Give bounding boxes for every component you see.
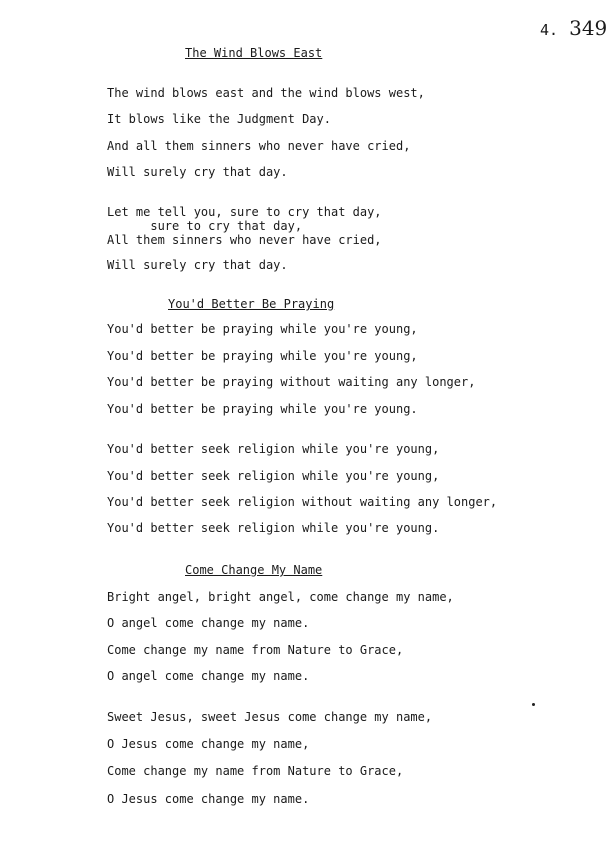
lyric-line: Come change my name from Nature to Grace, (107, 643, 404, 657)
lyric-line: You'd better be praying while you're young, (107, 349, 418, 363)
lyric-line: You'd better be praying while you're young. (107, 402, 418, 416)
lyric-line: Come change my name from Nature to Grace, (107, 764, 404, 778)
lyric-line: Will surely cry that day. (107, 165, 288, 179)
lyric-line: O angel come change my name. (107, 669, 310, 683)
song-title-come-change-my-name: Come Change My Name (185, 563, 323, 577)
lyric-line: You'd better be praying without waiting any longer, (107, 375, 476, 389)
song-title-wind-blows-east: The Wind Blows East (185, 46, 323, 60)
lyric-line: Sweet Jesus, sweet Jesus come change my name, (107, 710, 433, 724)
page-number-prefix: 4. (540, 21, 559, 39)
ink-speck (532, 703, 535, 706)
lyric-line: You'd better seek religion while you're young. (107, 521, 440, 535)
lyric-line: Let me tell you, sure to cry that day, (107, 205, 382, 219)
lyric-line: Will surely cry that day. (107, 258, 288, 272)
song-title-better-be-praying: You'd Better Be Praying (168, 297, 335, 311)
page-number (540, 16, 607, 40)
lyric-line: Bright angel, bright angel, come change my name, (107, 590, 454, 604)
lyric-line: All them sinners who never have cried, (107, 233, 382, 247)
lyric-line: You'd better seek religion without waiting any longer, (107, 495, 498, 509)
lyric-line: O angel come change my name. (107, 616, 310, 630)
lyric-line: You'd better seek religion while you're young, (107, 442, 440, 456)
lyric-line: sure to cry that day, (107, 219, 303, 233)
lyric-line: O Jesus come change my name. (107, 792, 310, 806)
lyric-line: O Jesus come change my name, (107, 737, 310, 751)
page-number-value: 349 (569, 16, 607, 40)
lyric-line: It blows like the Judgment Day. (107, 112, 331, 126)
lyric-line: And all them sinners who never have cried, (107, 139, 411, 153)
lyric-line: The wind blows east and the wind blows west, (107, 86, 425, 100)
lyric-line: You'd better seek religion while you're young, (107, 469, 440, 483)
lyric-line: You'd better be praying while you're young, (107, 322, 418, 336)
